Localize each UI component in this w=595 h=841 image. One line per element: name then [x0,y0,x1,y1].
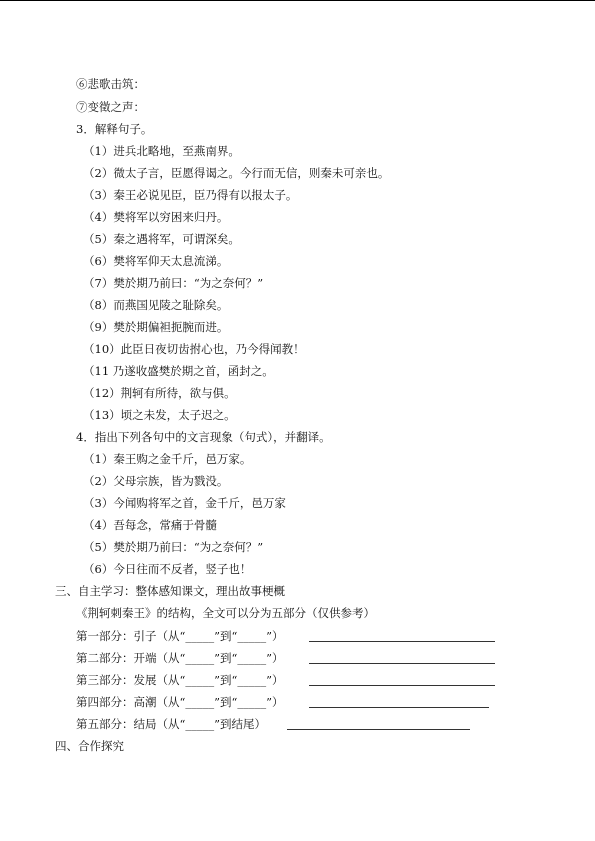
text-line: （7）樊於期乃前曰：“为之奈何？” [83,276,264,290]
answer-blank-1[interactable] [309,641,495,642]
text-line: （11 乃遂收盛樊於期之首，函封之。 [83,364,274,378]
structure-part-5: 第五部分：结局（从“_____”到结尾） [76,717,267,731]
answer-blank-2[interactable] [309,663,495,664]
text-line: （1）进兵北略地，至燕南界。 [83,144,240,158]
text-line: 《荆轲刺秦王》的结构，全文可以分为五部分（仅供参考） [76,606,375,620]
structure-part-2: 第二部分：开端（从“_____”到“_____”） [76,651,284,665]
heading-explain-sentences: 3．解释句子。 [76,122,153,136]
text-line: （2）微太子言，臣愿得谒之。今行而无信，则秦未可亲也。 [83,166,390,180]
text-line: （4）樊将军以穷困来归丹。 [83,210,229,224]
text-line: （1）秦王购之金千斤，邑万家。 [83,452,252,466]
text-line: （10）此臣日夜切齿拊心也，乃今得闻教！ [83,342,305,356]
structure-part-1: 第一部分：引子（从“_____”到“_____”） [76,629,284,643]
text-line: （12）荆轲有所待，欲与俱。 [83,386,236,400]
text-line: （6）樊将军仰天太息流涕。 [83,254,229,268]
structure-part-3: 第三部分：发展（从“_____”到“_____”） [76,673,284,687]
text-line: ⑦变徵之声： [76,100,145,114]
text-line: （3）秦王必说见臣，臣乃得有以报太子。 [83,188,298,202]
heading-identify-phenomena: 4．指出下列各句中的文言现象（句式），并翻译。 [76,430,331,444]
text-line: （4）吾每念，常痛于骨髓 [83,518,217,532]
text-line: （5）秦之遇将军，可谓深矣。 [83,232,240,246]
section-heading-cooperative-inquiry: 四、合作探究 [55,739,124,753]
text-line: （6）今日往而不反者，竖子也！ [83,562,252,576]
structure-part-4: 第四部分：高潮（从“_____”到“_____”） [76,695,284,709]
page-top-rule [0,0,595,1]
text-line: （13）顷之未发，太子迟之。 [83,408,236,422]
text-line: （8）而燕国见陵之耻除矣。 [83,298,229,312]
answer-blank-3[interactable] [309,685,495,686]
text-line: （2）父母宗族，皆为戮没。 [83,474,229,488]
text-line: （5）樊於期乃前曰：“为之奈何？” [83,540,264,554]
answer-blank-5[interactable] [287,729,470,730]
text-line: （9）樊於期偏袒扼腕而进。 [83,320,229,334]
answer-blank-4[interactable] [309,707,489,708]
text-line: ⑥悲歌击筑： [76,77,145,91]
section-heading-self-study: 三、自主学习：整体感知课文，理出故事梗概 [55,584,285,598]
text-line: （3）今闻购将军之首，金千斤，邑万家 [83,496,286,510]
